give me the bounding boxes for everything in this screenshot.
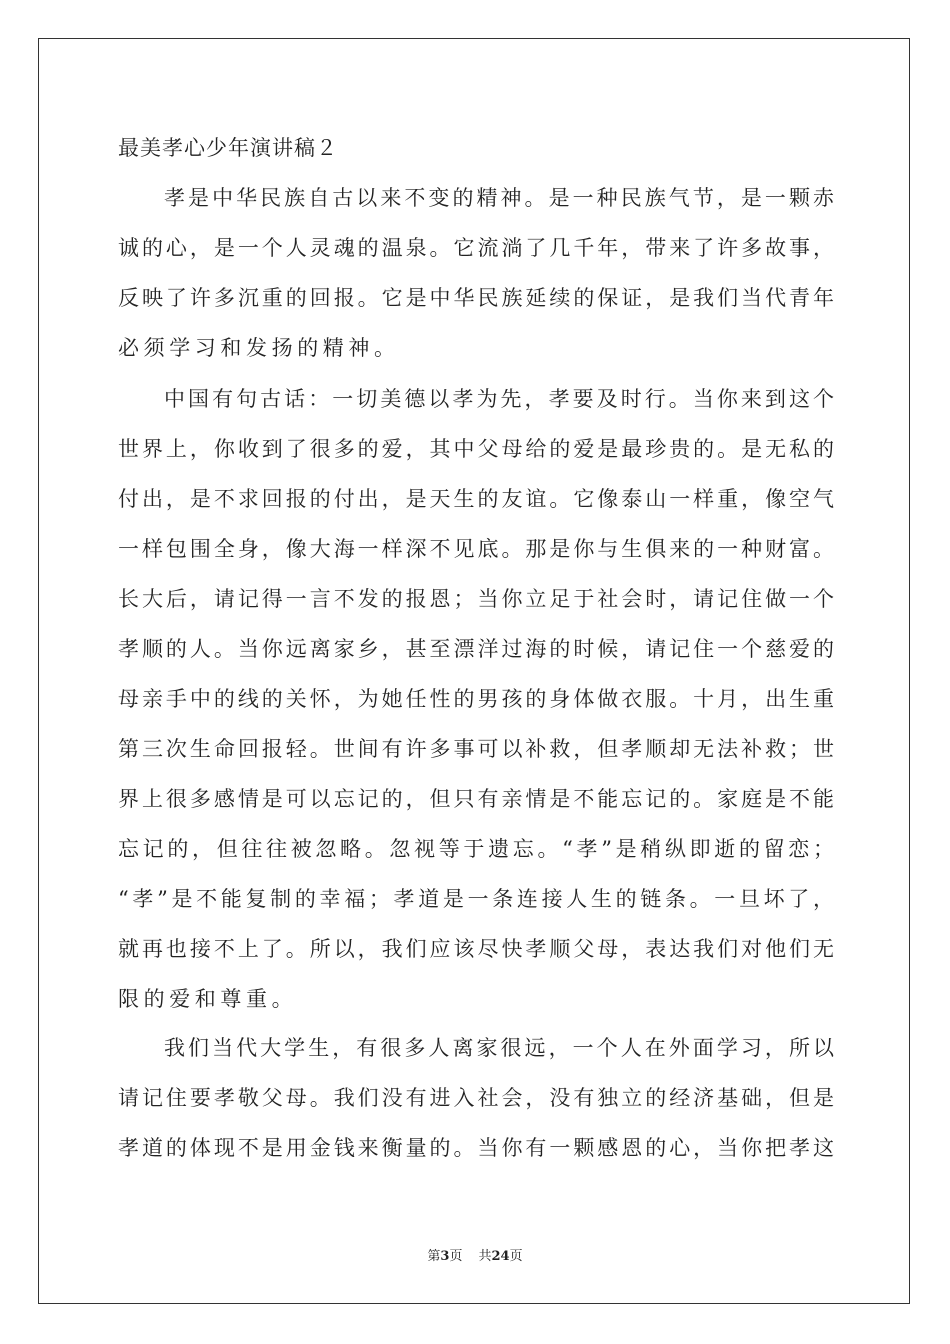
total-suffix: 页 [509,1249,523,1264]
page-number: 3 [440,1249,450,1264]
document-title: 最美孝心少年演讲稿２ [118,136,338,160]
paragraph-2-line: 长大后，请记得一言不发的报恩；当你立足于社会时，请记住做一个 [118,587,834,611]
paragraph-2-line: 忘记的，但往往被忽略。忽视等于遗忘。“孝”是稍纵即逝的留恋； [118,837,834,861]
paragraph-2-line: 世界上，你收到了很多的爱，其中父母给的爱是最珍贵的。是无私的 [118,437,834,461]
paragraph-1-line: 诚的心，是一个人灵魂的温泉。它流淌了几千年，带来了许多故事， [118,236,834,260]
total-pages: 24 [491,1249,510,1264]
paragraph-2-line: 一样包围全身，像大海一样深不见底。那是你与生俱来的一种财富。 [118,537,834,561]
paragraph-1-line: 必须学习和发扬的精神。 [118,336,400,360]
paragraph-1-line: 反映了许多沉重的回报。它是中华民族延续的保证，是我们当代青年 [118,286,834,310]
page-prefix: 第 [427,1249,441,1264]
paragraph-3-line: 我们当代大学生，有很多人离家很远，一个人在外面学习，所以 [164,1036,834,1060]
paragraph-2-line: 付出，是不求回报的付出，是天生的友谊。它像泰山一样重，像空气 [118,487,834,511]
paragraph-3-line: 孝道的体现不是用金钱来衡量的。当你有一颗感恩的心，当你把孝这 [118,1136,834,1160]
paragraph-2-line: 母亲手中的线的关怀，为她任性的男孩的身体做衣服。十月，出生重 [118,687,834,711]
page-suffix: 页 [449,1249,463,1264]
paragraph-2-line: 中国有句古话：一切美德以孝为先，孝要及时行。当你来到这个 [164,387,834,411]
paragraph-2-line: 第三次生命回报轻。世间有许多事可以补救，但孝顺却无法补救；世 [118,737,834,761]
total-prefix: 共 [478,1249,492,1264]
paragraph-2-line: 孝顺的人。当你远离家乡，甚至漂洋过海的时候，请记住一个慈爱的 [118,637,834,661]
paragraph-2-line: 限的爱和尊重。 [118,987,298,1011]
paragraph-2-line: 就再也接不上了。所以，我们应该尽快孝顺父母，表达我们对他们无 [118,937,834,961]
paragraph-2-line: “孝”是不能复制的幸福；孝道是一条连接人生的链条。一旦坏了， [118,887,834,911]
paragraph-1-line: 孝是中华民族自古以来不变的精神。是一种民族气节，是一颗赤 [164,186,834,210]
paragraph-3-line: 请记住要孝敬父母。我们没有进入社会，没有独立的经济基础，但是 [118,1086,834,1110]
page-footer [0,1248,950,1266]
paragraph-2-line: 界上很多感情是可以忘记的，但只有亲情是不能忘记的。家庭是不能 [118,787,834,811]
